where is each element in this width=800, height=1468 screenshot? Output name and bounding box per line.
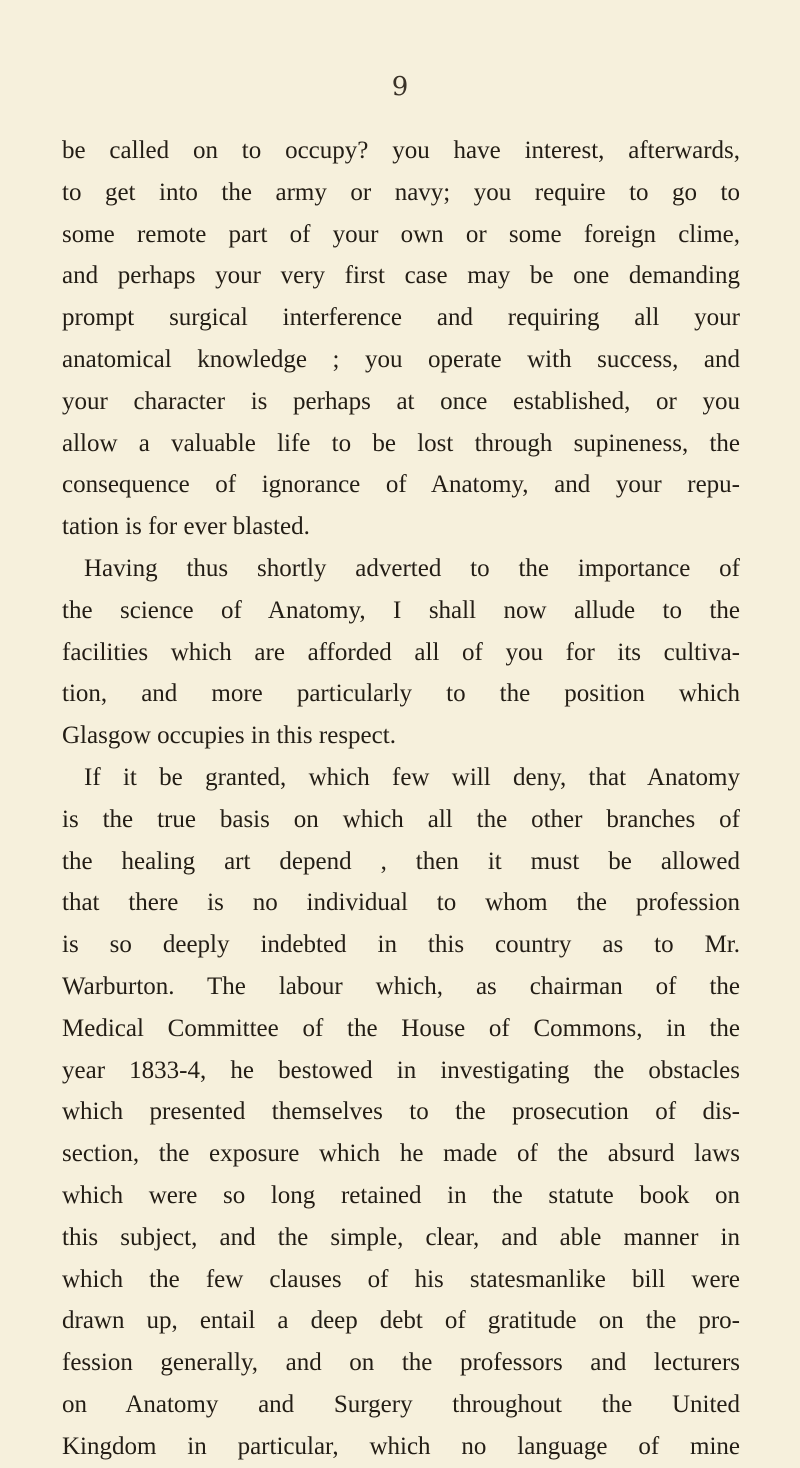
text-line: this subject, and the simple, clear, and able manner in: [62, 1223, 740, 1251]
text-line: tation is for ever blasted.: [62, 513, 310, 541]
text-line: year 1833-4, he bestowed in investigating the obstacles: [62, 1056, 740, 1084]
text-line: to get into the army or navy; you require to go to: [62, 178, 740, 206]
text-line: the science of Anatomy, I shall now allude to the: [62, 596, 740, 624]
text-line: prompt surgical interference and requiring all your: [62, 304, 740, 332]
text-line: facilities which are afforded all of you for its cultiva-: [62, 638, 740, 666]
text-line: and perhaps your very first case may be one demanding: [62, 262, 740, 290]
text-line: drawn up, entail a deep debt of gratitude on the pro-: [62, 1307, 740, 1335]
text-line: consequence of ignorance of Anatomy, and your repu-: [62, 471, 740, 499]
text-line: which the few clauses of his statesmanlike bill were: [62, 1265, 740, 1293]
text-line: your character is perhaps at once established, or you: [62, 387, 740, 415]
text-line: the healing art depend , then it must be allowed: [62, 847, 740, 875]
text-line: is so deeply indebted in this country as to Mr.: [62, 931, 740, 959]
text-line: anatomical knowledge ; you operate with success, and: [62, 345, 740, 373]
text-line: be called on to occupy? you have interest, afterwards,: [62, 137, 740, 164]
text-line: that there is no individual to whom the profession: [62, 889, 740, 917]
page-number: 9: [391, 72, 409, 102]
text-line: Medical Committee of the House of Commons, in the: [62, 1014, 740, 1042]
text-line: on Anatomy and Surgery throughout the United: [62, 1390, 740, 1418]
body-text: [62, 130, 740, 1468]
text-line: Warburton. The labour which, as chairman of the: [62, 972, 740, 1000]
text-line: allow a valuable life to be lost through supineness, the: [62, 429, 740, 457]
text-line: Kingdom in particular, which no language of mine: [62, 1432, 740, 1460]
text-line: which were so long retained in the statute book on: [62, 1181, 740, 1209]
text-line: some remote part of your own or some foreign clime,: [62, 220, 740, 248]
text-line: If it be granted, which few will deny, that Anatomy: [84, 763, 740, 791]
text-line: which presented themselves to the prosecution of dis-: [62, 1098, 740, 1126]
text-line: is the true basis on which all the other branches of: [62, 805, 740, 833]
text-line: Having thus shortly adverted to the importance of: [84, 554, 740, 582]
text-line: Glasgow occupies in this respect.: [62, 722, 396, 750]
text-line: fession generally, and on the professors and lecturers: [62, 1349, 740, 1377]
text-line: tion, and more particularly to the position which: [62, 680, 740, 708]
text-line: section, the exposure which he made of the absurd laws: [62, 1140, 740, 1168]
